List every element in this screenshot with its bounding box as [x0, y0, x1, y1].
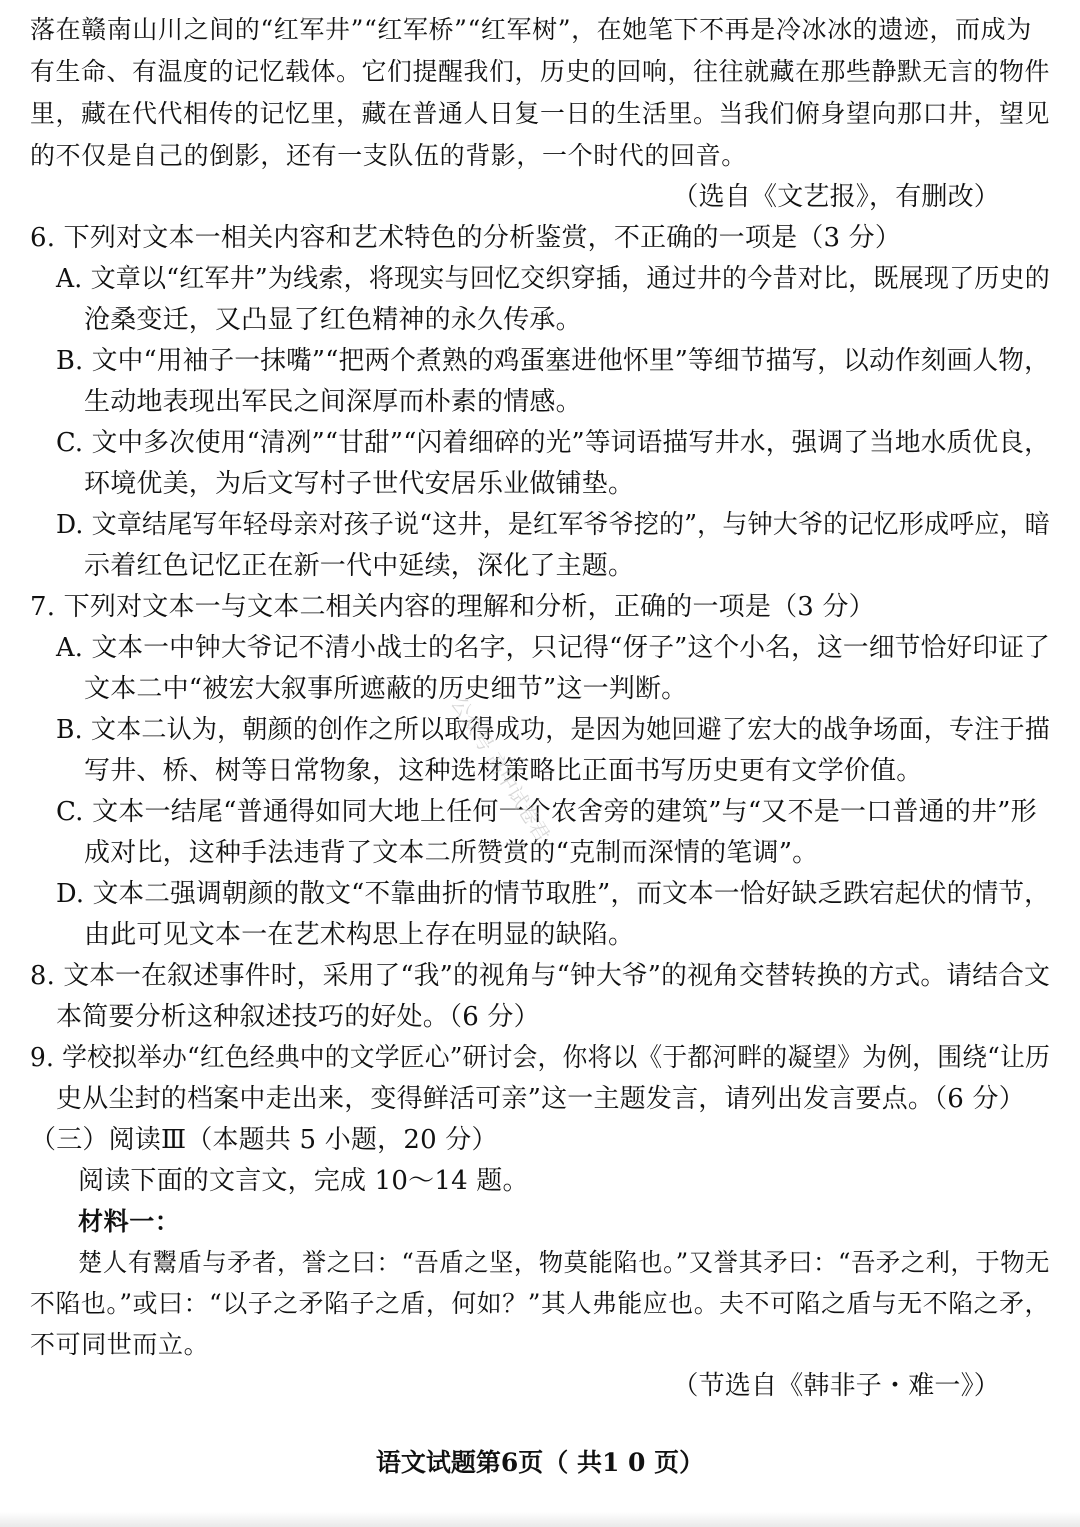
- passage-line-3: 里，藏在代代相传的记忆里，藏在普通人日复一日的生活里。当我们俯身望向那口井，望见: [30, 99, 1051, 128]
- question-7-option-c-line-1: C. 文本一结尾“普通得如同大地上任何一个农舍旁的建筑”与“又不是一口普通的井”形: [56, 797, 1037, 827]
- question-6-stem: 6. 下列对文本一相关内容和艺术特色的分析鉴赏，不正确的一项是（3 分）: [30, 223, 902, 253]
- classical-text-line-1: 楚人有鬻盾与矛者，誉之曰：“吾盾之坚，物莫能陷也。”又誉其矛曰：“吾矛之利，于物无: [78, 1248, 1051, 1277]
- page-footer: 语文试题第6页（ 共1 0 页）: [375, 1448, 705, 1477]
- classical-text-line-2: 不陷也。”或曰：“以子之矛陷子之盾，何如？”其人弗能应也。夫不可陷之盾与无不陷之矛，: [30, 1289, 1050, 1318]
- passage-line-2: 有生命、有温度的记忆载体。它们提醒我们，历史的回响，往往就藏在那些静默无言的物件: [30, 57, 1051, 86]
- question-7-option-a-line-2: 文本二中“被宏大叙事所遮蔽的历史细节”这一判断。: [84, 674, 688, 704]
- question-6-option-d-line-2: 示着红色记忆正在新一代中延续，深化了主题。: [84, 551, 635, 581]
- question-7-option-d-line-2: 由此可见文本一在艺术构思上存在明显的缺陷。: [84, 920, 635, 950]
- question-6-option-b-line-2: 生动地表现出军民之间深厚而朴素的情感。: [84, 387, 582, 417]
- classical-text-source: （节选自《韩非子・难一》）: [672, 1371, 1000, 1401]
- question-8-line-2: 本简要分析这种叙述技巧的好处。（6 分）: [56, 1002, 540, 1032]
- passage-line-1: 落在赣南山川之间的“红军井”“红军桥”“红军树”，在她笔下不再是冷冰冰的遗迹，而成为: [30, 15, 1032, 44]
- question-7-option-c-line-2: 成对比，这种手法违背了文本二所赞赏的“克制而深情的笔调”。: [84, 838, 819, 868]
- passage-line-4: 的不仅是自己的倒影，还有一支队伍的背影，一个时代的回音。: [30, 141, 747, 170]
- question-7-option-b-line-2: 写井、桥、树等日常物象，这种选材策略比正面书写历史更有文学价值。: [84, 756, 923, 786]
- section-3-heading: （三）阅读Ⅲ（本题共 5 小题，20 分）: [30, 1125, 498, 1155]
- question-6-option-a-line-2: 沧桑变迁，又凸显了红色精神的永久传承。: [84, 305, 582, 335]
- material-one-label: 材料一：: [78, 1207, 181, 1236]
- scan-bottom-edge: [0, 1512, 1080, 1527]
- question-7-stem: 7. 下列对文本一与文本二相关内容的理解和分析，正确的一项是（3 分）: [30, 592, 875, 622]
- section-3-instruction: 阅读下面的文言文，完成 10～14 题。: [78, 1166, 529, 1196]
- watermark-text: 公众号 高中试卷君: [446, 692, 555, 846]
- question-6-option-c-line-1: C. 文中多次使用“清冽”“甘甜”“闪着细碎的光”等词语描写井水，强调了当地水质优良，: [56, 428, 1050, 458]
- question-9-line-1: 9. 学校拟举办“红色经典中的文学匠心”研讨会，你将以《于都河畔的凝望》为例，围绕“让历: [30, 1043, 1051, 1073]
- question-6-option-d-line-1: D. 文章结尾写年轻母亲对孩子说“这井，是红军爷爷挖的”，与钟大爷的记忆形成呼应，暗: [56, 510, 1050, 540]
- question-7-option-b-line-1: B. 文本二认为，朝颜的创作之所以取得成功，是因为她回避了宏大的战争场面，专注于描: [56, 715, 1050, 745]
- question-6-option-c-line-2: 环境优美，为后文写村子世代安居乐业做铺垫。: [84, 469, 635, 499]
- question-7-option-d-line-1: D. 文本二强调朝颜的散文“不靠曲折的情节取胜”，而文本一恰好缺乏跌宕起伏的情节，: [56, 879, 1051, 909]
- question-7-option-a-line-1: A. 文本一中钟大爷记不清小战士的名字，只记得“伢子”这个小名，这一细节恰好印证了: [56, 633, 1051, 663]
- classical-text-line-3: 不可同世而立。: [30, 1330, 210, 1359]
- question-8-line-1: 8. 文本一在叙述事件时，采用了“我”的视角与“钟大爷”的视角交替转换的方式。请结合文: [30, 961, 1051, 991]
- question-6-option-a-line-1: A. 文章以“红军井”为线索，将现实与回忆交织穿插，通过井的今昔对比，既展现了历史的: [56, 264, 1050, 294]
- passage-source: （选自《文艺报》，有删改）: [672, 182, 1000, 212]
- question-6-option-b-line-1: B. 文中“用袖子一抹嘴”“把两个煮熟的鸡蛋塞进他怀里”等细节描写，以动作刻画人物，: [56, 346, 1051, 376]
- question-9-line-2: 史从尘封的档案中走出来，变得鲜活可亲”这一主题发言，请列出发言要点。（6 分）: [56, 1084, 1025, 1114]
